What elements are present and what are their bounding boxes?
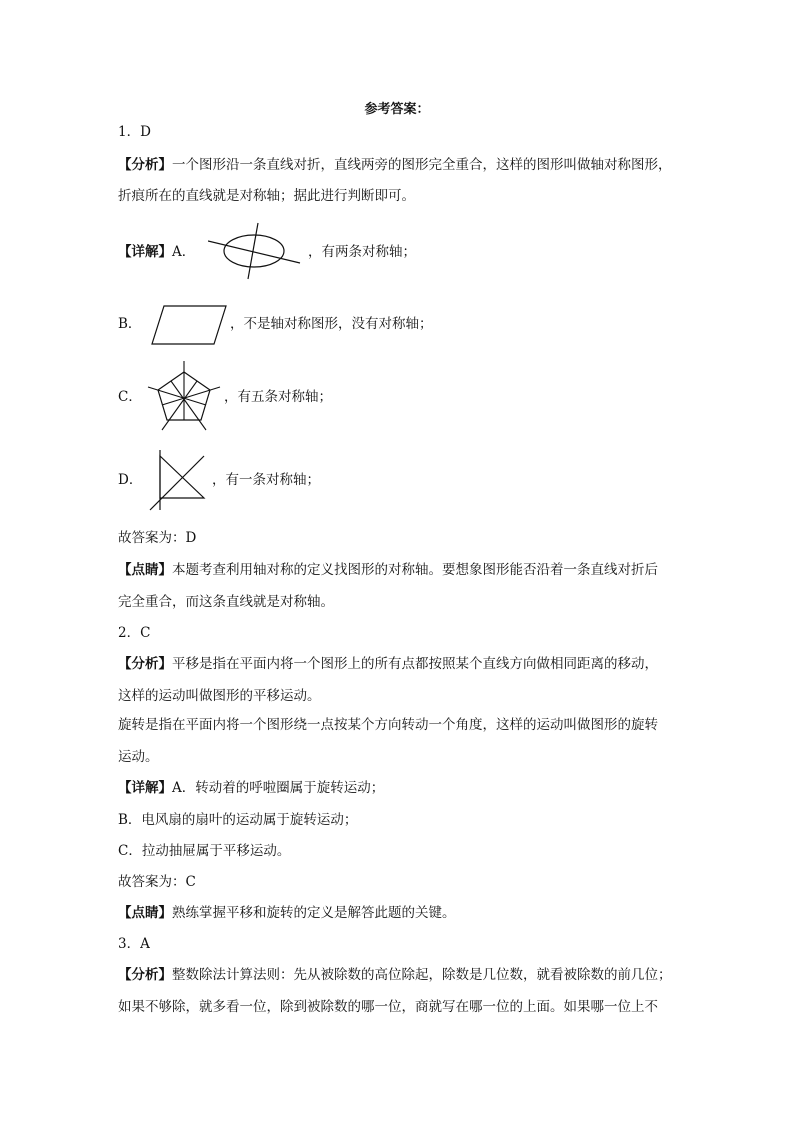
parallelogram-figure (150, 304, 230, 346)
q2-detail-a: 【详解】A．转动着的呼啦圈属于旋转运动； (118, 780, 385, 796)
q1-analysis-line1: 【分析】一个图形沿一条直线对折，直线两旁的图形完全重合，这样的图形叫做轴对称图形， (118, 157, 672, 173)
q3-analysis-line2: 如果不够除，就多看一位，除到被除数的哪一位，商就写在哪一位的上面。如果哪一位上不 (118, 999, 658, 1015)
q1-d-label: D． (118, 472, 143, 488)
q2-analysis-line4: 运动。 (118, 749, 159, 765)
triangle-figure (148, 450, 212, 512)
q1-number: 1．D (118, 124, 151, 140)
q1-analysis-line2: 折痕所在的直线就是对称轴；据此进行判断即可。 (118, 188, 415, 204)
q2-analysis-line2: 这样的运动叫做图形的平移运动。 (118, 688, 321, 704)
q3-number: 3．A (118, 936, 150, 952)
q2-number: 2．C (118, 625, 151, 641)
q2-tip-line1: 【点睛】熟练掌握平移和旋转的定义是解答此题的关键。 (118, 905, 456, 921)
q1-a-text: ，有两条对称轴； (308, 244, 416, 260)
q2-answer: 故答案为：C (118, 874, 196, 890)
q1-answer: 故答案为：D (118, 530, 197, 546)
q3-analysis-line1: 【分析】整数除法计算法则：先从被除数的高位除起，除数是几位数，就看被除数的前几位； (118, 967, 672, 983)
ellipse-figure (208, 221, 304, 281)
q1-b-text: ，不是轴对称图形，没有对称轴； (230, 316, 433, 332)
q1-d-text: ，有一条对称轴； (212, 472, 320, 488)
q1-tip-line2: 完全重合，而这条直线就是对称轴。 (118, 594, 334, 610)
q1-c-label: C． (118, 389, 142, 405)
q2-analysis-line1: 【分析】平移是指在平面内将一个图形上的所有点都按照某个直线方向做相同距离的移动， (118, 656, 658, 672)
q2-detail-c: C．拉动抽屉属于平移运动。 (118, 843, 291, 859)
q1-c-text: ，有五条对称轴； (224, 389, 332, 405)
pentagon-figure (146, 360, 222, 436)
q1-b-label: B． (118, 316, 142, 332)
analysis-tag: 【分析】 (118, 157, 172, 173)
q2-detail-b: B．电风扇的扇叶的运动属于旋转运动； (118, 812, 358, 828)
page-title: 参考答案： (364, 102, 430, 117)
q1-tip-line1: 【点睛】本题考查利用轴对称的定义找图形的对称轴。要想象图形能否沿着一条直线对折后 (118, 562, 658, 578)
q1-detail-a: 【详解】A． (118, 244, 196, 260)
q2-analysis-line3: 旋转是指在平面内将一个图形绕一点按某个方向转动一个角度，这样的运动叫做图形的旋转 (118, 717, 658, 733)
